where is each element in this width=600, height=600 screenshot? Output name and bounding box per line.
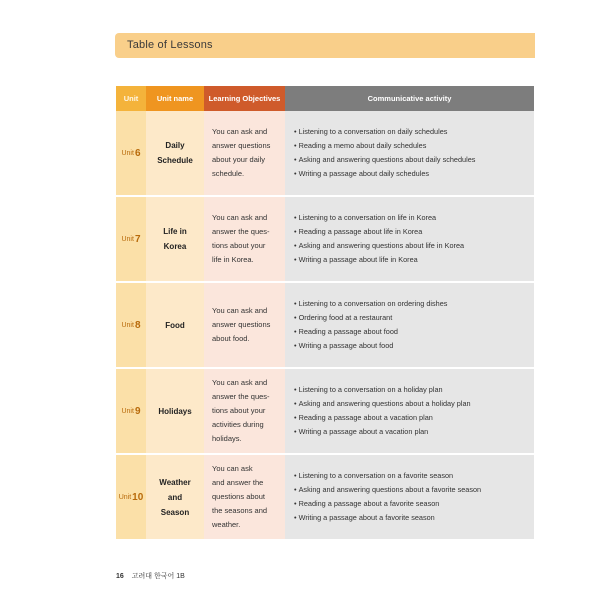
- learning-objective: You can ask and answer questions about food.: [212, 306, 271, 343]
- activity-item: • Ordering food at a restaurant: [294, 311, 447, 325]
- objective-cell: [204, 369, 285, 453]
- activity-item: • Reading a memo about daily schedules: [294, 139, 475, 153]
- activity-item: • Asking and answering questions about daily schedules: [294, 153, 475, 167]
- unit-name: Daily Schedule: [157, 141, 193, 165]
- unit-name: Food: [165, 320, 185, 330]
- activity-item: • Asking and answering questions about a favorite season: [294, 483, 481, 497]
- unit-name-cell: [146, 283, 204, 367]
- learning-objective: You can ask and answer the ques- tions about your activities during holidays.: [212, 378, 270, 443]
- unit-label: Unit: [118, 493, 132, 501]
- activity-item: • Reading a passage about food: [294, 325, 447, 339]
- activity-list: [294, 211, 464, 267]
- section-banner: [115, 33, 535, 58]
- activity-list: [294, 383, 471, 439]
- page-number: 16: [116, 573, 124, 580]
- table-header: [116, 86, 534, 111]
- activity-list: [294, 297, 447, 353]
- unit-number: 7: [134, 233, 141, 245]
- objective-cell: [204, 283, 285, 367]
- unit-cell: [116, 111, 146, 195]
- unit-label: Unit: [121, 149, 134, 157]
- activity-item: • Reading a passage about life in Korea: [294, 225, 464, 239]
- activity-item: • Asking and answering questions about life in Korea: [294, 239, 464, 253]
- unit-label: Unit: [121, 235, 134, 243]
- activity-item: • Listening to a conversation on daily schedules: [294, 125, 475, 139]
- unit-name-cell: [146, 455, 204, 539]
- header-communicative-activity: Communicative activity: [285, 86, 534, 111]
- unit-label: Unit: [121, 321, 134, 329]
- activity-item: • Writing a passage about daily schedules: [294, 167, 475, 181]
- unit-cell: [116, 283, 146, 367]
- unit-cell: [116, 197, 146, 281]
- header-learning-objectives: Learning Objectives: [204, 86, 285, 111]
- header-unit: Unit: [116, 86, 146, 111]
- activity-item: • Reading a passage about a favorite season: [294, 497, 481, 511]
- activity-item: • Reading a passage about a vacation plan: [294, 411, 471, 425]
- unit-name-cell: [146, 197, 204, 281]
- objective-cell: [204, 197, 285, 281]
- header-unit-name: Unit name: [146, 86, 204, 111]
- activity-item: • Listening to a conversation on life in Korea: [294, 211, 464, 225]
- table-row: [116, 455, 534, 541]
- activity-item: • Asking and answering questions about a holiday plan: [294, 397, 471, 411]
- objective-cell: [204, 455, 285, 539]
- activity-item: • Writing a passage about a vacation plan: [294, 425, 471, 439]
- unit-number: 6: [134, 147, 141, 159]
- activity-item: • Listening to a conversation on a holiday plan: [294, 383, 471, 397]
- page-title: Table of Lessons: [127, 39, 213, 51]
- activity-item: • Writing a passage about a favorite season: [294, 511, 481, 525]
- learning-objective: You can ask and answer the ques- tions about your life in Korea.: [212, 213, 270, 264]
- unit-label: Unit: [121, 407, 134, 415]
- activity-item: • Listening to a conversation on a favorite season: [294, 469, 481, 483]
- activity-item: • Listening to a conversation on ordering dishes: [294, 297, 447, 311]
- activity-item: • Writing a passage about life in Korea: [294, 253, 464, 267]
- table-row: [116, 369, 534, 455]
- objective-cell: [204, 111, 285, 195]
- unit-name: Life in Korea: [163, 227, 187, 251]
- table-row: [116, 283, 534, 369]
- activity-cell: [285, 111, 534, 195]
- table-row: [116, 111, 534, 197]
- activity-cell: [285, 283, 534, 367]
- unit-name-cell: [146, 369, 204, 453]
- table-row: [116, 197, 534, 283]
- unit-number: 8: [134, 319, 141, 331]
- activity-item: • Writing a passage about food: [294, 339, 447, 353]
- page-footer: [116, 571, 185, 581]
- activity-cell: [285, 197, 534, 281]
- learning-objective: You can ask and answer questions about your daily schedule.: [212, 127, 271, 178]
- activity-cell: [285, 369, 534, 453]
- activity-list: [294, 125, 475, 181]
- unit-name: Holidays: [158, 406, 192, 416]
- lessons-table: [116, 86, 534, 541]
- unit-cell: [116, 369, 146, 453]
- unit-number: 9: [134, 405, 141, 417]
- activity-list: [294, 469, 481, 525]
- unit-name-cell: [146, 111, 204, 195]
- unit-name: Weather and Season: [159, 477, 191, 517]
- learning-objective: You can ask and answer the questions about the seasons and weather.: [212, 464, 268, 529]
- activity-cell: [285, 455, 534, 539]
- unit-number: 10: [132, 491, 144, 503]
- unit-cell: [116, 455, 146, 539]
- book-title: 고려대 한국어 1B: [131, 573, 185, 580]
